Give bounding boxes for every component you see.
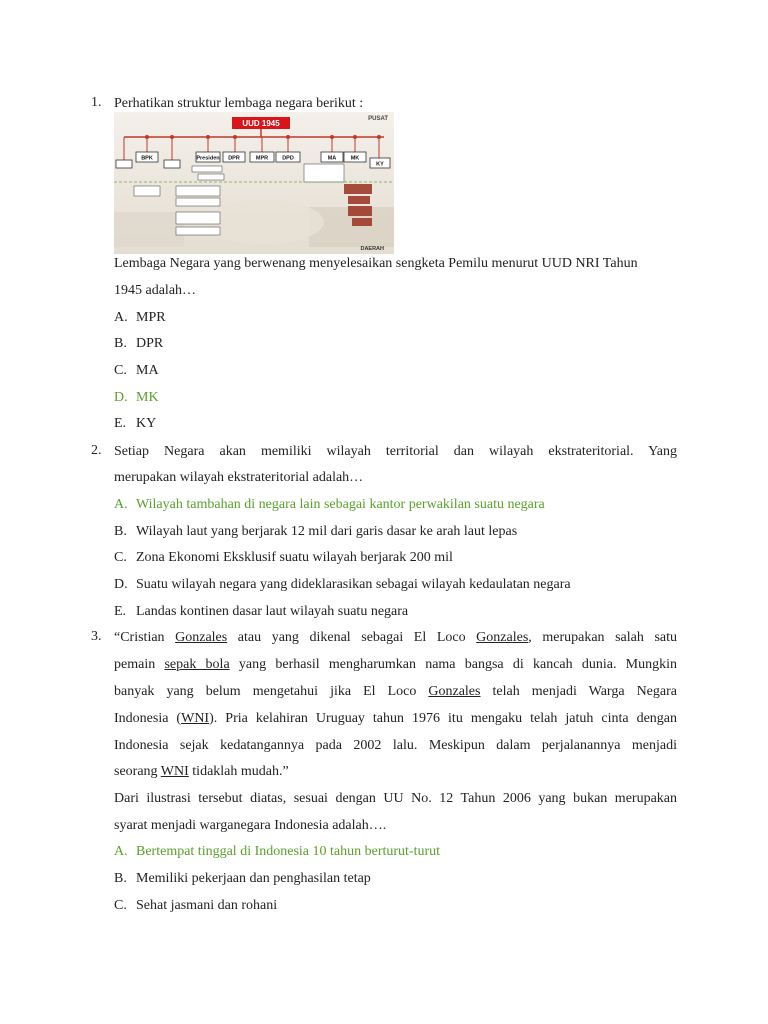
underlined-term: WNI <box>181 711 210 726</box>
option-text: KY <box>136 416 157 431</box>
passage-text: telah menjadi Warga Negara <box>492 684 677 699</box>
passage-line <box>114 763 677 780</box>
option-text: Suatu wilayah negara yang dideklarasikan sebagai wilayah kedaulatan negara <box>136 577 571 592</box>
box-ky: KY <box>376 161 384 168</box>
option-letter: C. <box>114 363 127 378</box>
option-text: Wilayah laut yang berjarak 12 mil dari garis dasar ke arah laut lepas <box>136 524 518 539</box>
passage-text: tidaklah mudah.” <box>192 764 289 779</box>
option-text: Bertempat tinggal di Indonesia 10 tahun berturut-turut <box>136 844 441 859</box>
question-text-line: Dari ilustrasi tersebut diatas, sesuai dengan UU No. 12 Tahun 2006 yang bukan merupakan <box>114 791 677 806</box>
box-dpr: DPR <box>228 155 240 162</box>
option-c[interactable] <box>114 549 453 566</box>
box-bpk: BPK <box>141 155 153 162</box>
option-letter: D. <box>114 577 128 592</box>
underlined-name: Gonzales <box>175 630 228 645</box>
passage-text: seorang <box>114 764 158 779</box>
passage-text: “Cristian <box>114 630 165 645</box>
passage-line <box>114 656 677 673</box>
option-letter: A. <box>114 844 128 859</box>
option-b[interactable] <box>114 870 371 887</box>
passage-line <box>114 710 677 727</box>
question-text-line: 1945 adalah… <box>114 283 197 298</box>
question-stem: Setiap Negara akan memiliki wilayah territorial dan wilayah ekstrateritorial. Yang <box>114 444 677 459</box>
passage-text-group <box>476 630 677 645</box>
option-text: Wilayah tambahan di negara lain sebagai kantor perwakilan suatu negara <box>136 497 545 512</box>
box-mk: MK <box>350 155 360 162</box>
option-letter: C. <box>114 550 127 565</box>
underlined-name: Gonzales <box>476 630 529 645</box>
underlined-term: sepak bola <box>164 657 230 672</box>
option-letter: D. <box>114 390 128 405</box>
passage-line <box>114 683 677 700</box>
passage-text: pemain <box>114 657 156 672</box>
option-letter: A. <box>114 497 128 512</box>
option-a[interactable] <box>114 309 166 326</box>
question-number: 1. <box>91 95 102 110</box>
option-text: MPR <box>136 310 166 325</box>
underlined-name: Gonzales <box>428 684 481 699</box>
question-stem: merupakan wilayah ekstrateritorial adalah… <box>114 470 364 485</box>
option-letter: E. <box>114 604 127 619</box>
option-a-answer[interactable] <box>114 496 545 513</box>
option-b[interactable] <box>114 523 517 540</box>
option-text: Zona Ekonomi Eksklusif suatu wilayah berjarak 200 mil <box>136 550 453 565</box>
option-letter: B. <box>114 336 127 351</box>
option-c[interactable] <box>114 362 159 379</box>
institution-structure-diagram <box>114 112 394 254</box>
box-mpr: MPR <box>255 155 269 162</box>
underlined-term: WNI <box>160 764 189 779</box>
option-a-answer[interactable] <box>114 843 440 860</box>
option-d[interactable] <box>114 576 571 593</box>
passage-text: Indonesia ( <box>114 711 182 726</box>
question-text-line: syarat menjadi warganegara Indonesia adalah…. <box>114 818 387 833</box>
passage-text: atau yang dikenal sebagai El Loco <box>237 630 466 645</box>
option-b[interactable] <box>114 335 163 352</box>
option-c[interactable] <box>114 897 277 914</box>
question-number: 2. <box>91 443 102 458</box>
option-text: Memiliki pekerjaan dan penghasilan tetap <box>136 871 371 886</box>
option-text: MK <box>136 390 159 405</box>
question-text-line: Lembaga Negara yang berwenang menyelesaikan sengketa Pemilu menurut UUD NRI Tahun <box>114 256 638 271</box>
option-letter: C. <box>114 898 127 913</box>
option-letter: B. <box>114 524 127 539</box>
option-letter: B. <box>114 871 127 886</box>
option-text: Landas kontinen dasar laut wilayah suatu negara <box>136 604 409 619</box>
daerah-label: DAERAH <box>360 246 384 252</box>
option-text: DPR <box>136 336 164 351</box>
option-letter: A. <box>114 310 128 325</box>
question-stem: Perhatikan struktur lembaga negara berikut : <box>114 96 364 111</box>
box-dpd: DPD <box>282 155 294 162</box>
passage-line <box>114 629 677 646</box>
passage-text: banyak yang belum mengetahui jika El Loco <box>114 684 417 699</box>
option-letter: E. <box>114 416 127 431</box>
box-ma: MA <box>327 155 337 162</box>
passage-text: yang berhasil mengharumkan nama bangsa di kancah dunia. Mungkin <box>238 657 678 672</box>
passage-line: Indonesia sejak kedatangannya pada 2002 lalu. Meskipun dalam perjalanannya menjadi <box>114 738 677 753</box>
option-text: MA <box>136 363 159 378</box>
pusat-label: PUSAT <box>368 116 388 122</box>
option-e[interactable] <box>114 603 408 620</box>
box-presiden: Presiden <box>196 155 220 162</box>
passage-text: ). Pria kelahiran Uruguay tahun 1976 itu mengaku telah jatuh cinta dengan <box>209 711 677 726</box>
option-text: Sehat jasmani dan rohani <box>136 898 278 913</box>
option-d-answer[interactable] <box>114 389 159 406</box>
uud-header-text: UUD 1945 <box>242 119 280 128</box>
option-e[interactable] <box>114 415 156 432</box>
passage-text: , merupakan salah satu <box>528 630 677 645</box>
question-number: 3. <box>91 629 102 644</box>
